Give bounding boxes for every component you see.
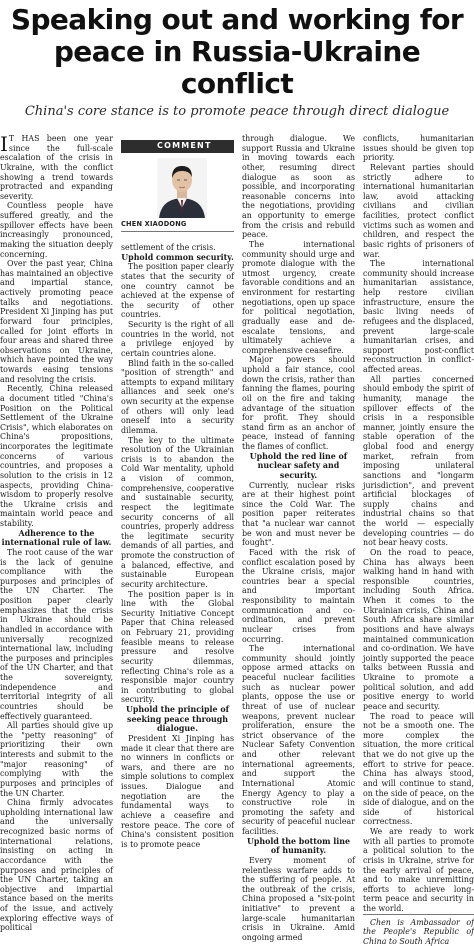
comment-label: COMMENT [121,140,234,152]
author-portrait [157,158,207,218]
article-paragraph: All parties concerned should embody the spirit of humanity, manage the spillover effects of the crisis in a responsible manner, jointly ensure the stable operation of the global food and energy market, refrain from imposing unilateral sanctions and "longarm jurisdiction", and prevent artificial blockages of supply chains and industrial chains so that the world — especially developing countries — do not bear heavy costs. [363,374,474,548]
section-heading: Adherence to the international rule of law. [1,528,112,548]
article-paragraph: The international community should jointly oppose armed attacks on peaceful nuclear facilities such as nuclear power plants, oppose the use or threat of use of nuclear weapons, prevent nuclear proliferation, ensure the strict observance of the Nuclear Safety Convention and other relevant international agreements, and support the International Atomic Energy Agency to play a constructive role in promoting the safety and security of peaceful nuclear facilities. [242,644,355,836]
article-paragraph: Countless people have suffered greatly, and the spillover effects have been increasingly pronounced, making the situation deeply concerning. [0,201,113,259]
article-paragraph: Faced with the risk of conflict escalation posed by the Ukraine crisis, major countries bear a special and important responsibility to maintain communication and co-ordination, and prevent nuclear crises from occurring. [242,547,355,644]
article-paragraph: Security is the right of all countries in the world, not a privilege enjoyed by certain countries alone. [121,320,234,358]
article-paragraph: Recently, China released a document titled "China's Position on the Political Settlement of the Ukraine Crisis", which elaborates on China's propositions, incorporates the legitimate concerns of various countries, and proposes a solution to the crisis in 12 aspects, providing China-wisdom to properly resolve the Ukraine crisis and maintain world peace and stability. [0,384,113,528]
article-paragraph: The key to the ultimate resolution of the Ukrainian crisis is to abandon the Cold War mentality, uphold a vision of common, comprehensive, cooperative and sustainable security, respect the legitimate security concerns of all countries, properly address the legitimate security demands of all parties, and promote the construction of a balanced, effective, and sustainable European security architecture. [121,435,234,589]
article-paragraph: The road to peace will not be a smooth one. The more complex the situation, the more critical that we do not give up the effort to strive for peace. China has always stood, and will continue to stand, on the side of peace, on the side of dialogue, and on the side of historical correctness. [363,711,474,827]
article-paragraph: All parties should give up the "petty reasoning" of prioritizing their own interests and submit to the "major reasoning" of complying with the purposes and principles of the UN Charter. [0,721,113,798]
article-paragraph: conflicts, humanitarian issues should be given top priority. [363,134,474,163]
author-portrait-image [157,158,207,218]
author-byline: CHEN XIAODONG [121,220,234,232]
headline [0,4,474,100]
article-paragraph: settlement of the crisis. [121,243,216,252]
section-heading: Uphold the red line of nuclear safety and security. [249,451,348,480]
article-paragraph: Every moment of relentless warfare adds to the suffering of people. At the outbreak of the crisis, China proposed a "six-point initiative" to prevent a large-scale humanitarian crisis in Ukraine. Amid ongoing armed [242,855,355,942]
article-paragraph: The position paper clearly states that the security of one country cannot be achieved at the expense of the security of other countries. [121,262,234,320]
comment-box [121,134,234,235]
article-paragraph [0,134,113,201]
article-paragraph: China firmly advocates upholding international law and the universally recognized basic norms of international relations, insisting on acting in accordance with the purposes and principles of the UN Charter, taking an objective and impartial stance based on the merits of the issue, and actively exploring effective ways of political [0,798,113,933]
section-heading: Uphold the principle of seeking peace through dialogue. [126,705,229,734]
article-paragraph: through dialogue. We support Russia and Ukraine in moving towards each other, resuming direct dialogue as soon as possible, and incorporating reasonable concerns into the negotiations, providing an opportunity to emerge from the crisis and rebuild peace. [242,134,355,240]
headline-line-1: Speaking out and working for [10,3,464,36]
article-paragraph: Relevant parties should strictly adhere to international humanitarian law, avoid attacking civilians and civilian facilities, protect conflict victims such as women and children, and respect the basic rights of prisoners of war. [363,162,474,259]
author-bio: Chen is Ambassador of the People's Republic of China to South Africa [363,914,474,946]
section-heading: Uphold common security. [121,252,234,262]
comment-divider [121,152,234,153]
article-paragraph: On the road to peace, China has always been walking hand in hand with responsible countries, including South Africa. When it comes to the Ukrainian crisis, China and South Africa share similar positions and have always maintained communication and co-ordination. We have jointly supported the peace talks between Russia and Ukraine to promote a political solution, and add positive energy to world peace and security. [363,547,474,711]
article-paragraph: The international community should increase humanitarian assistance, help restore civilian infrastructure, ensure the basic living needs of refugees and the displaced, prevent large-scale humanitarian crises, and support post-conflict reconstruction in conflict-affected areas. [363,259,474,374]
headline-line-2: peace in Russia-Ukraine conflict [53,35,421,100]
article-paragraph: Currently, nuclear risks are at their highest point since the Cold War. The position paper reiterates that "a nuclear war cannot be won and must never be fought". [242,480,355,548]
article-column-1 [0,132,113,933]
article-paragraph: We are ready to work with all parties to promote a political solution to the crisis in Ukraine, strive for the early arrival of peace, and to make unremitting efforts to achieve long-term peace and security in the world. [363,827,474,913]
section-heading: Uphold the bottom line of humanity. [247,836,350,856]
article-paragraph: The position paper is in line with the Global Security Initiative Concept Paper that China released on February 21, providing feasible means to release pressure and resolve security dilemmas, reflecting China's role as a responsible major country in contributing to global security. [121,589,234,705]
article-paragraph: The root cause of the war is the lack of genuine compliance with the purposes and principles of the UN Charter. The position paper clearly emphasizes that the crisis in Ukraine should be handled in accordance with universally recognized international law, including the purposes and principles of the UN Charter, and that the sovereignty, independence and territorial integrity of all countries should be effectively guaranteed. [0,547,113,721]
article-paragraph: Blind faith in the so-called "position of strength" and attempts to expand military alliances and seek one's own security at the expense of others will only lead oneself into a security dilemma. [121,358,234,435]
article-paragraph: President Xi Jinping has made it clear that there are no winners in conflicts or wars, and there are no simple solutions to complex issues. Dialogue and negotiation are the fundamental ways to achieve a ceasefire and restore peace. The core of China's consistent position is to promote peace [121,733,234,849]
article-column-3 [242,134,355,942]
subheadline: China's core stance is to promote peace through direct dialogue [24,104,450,119]
article-paragraph: Major powers should uphold a fair stance, cool down the crisis, rather than fanning the flames, pouring oil on the fire and taking advantage of the situation for profit. They should stand firm as an anchor of peace, instead of fanning the flames of conflict. [242,355,355,451]
article-column-4 [363,134,474,946]
article-paragraph: The international community should urge and promote dialogue with the utmost urgency, create favorable conditions and an environment for restarting negotiations, open up space for political negotiation, gradually ease and de-escalate tensions, and ultimately achieve a comprehensive ceasefire. [242,239,355,355]
article-paragraph: Over the past year, China has maintained an objective and impartial stance, actively promoting peace talks and negotiations. President Xi Jinping has put forward four principles, called for joint efforts in four areas and shared three observations on Ukraine, which have pointed the way towards easing tensions and resolving the crisis. [0,259,113,384]
drop-cap: I [0,132,8,156]
paragraph-text: T HAS been one year since the full-scale escalation of the crisis in Ukraine, with the conflict showing a trend towards protracted and expanding severity. [0,134,113,201]
article-column-2 [121,243,234,849]
